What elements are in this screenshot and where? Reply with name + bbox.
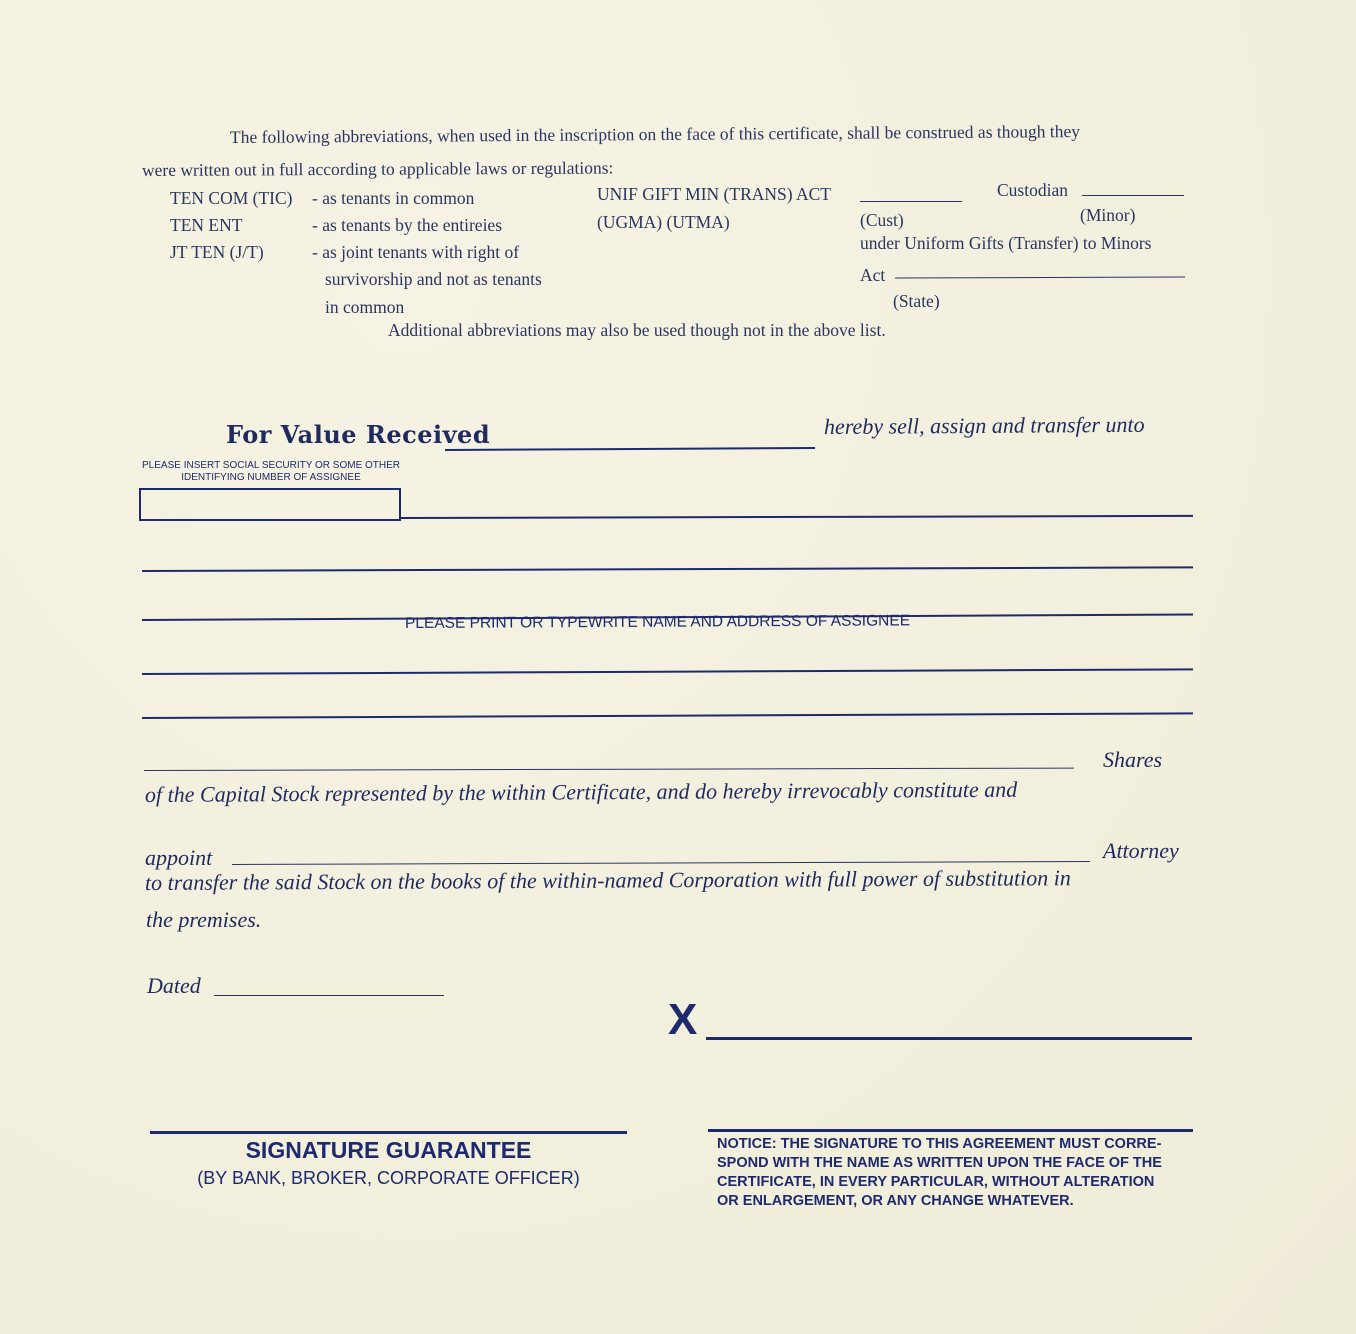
capital-stock-text: of the Capital Stock represented by the within Certificate, and do hereby irrevocably constitute and [144, 776, 1018, 807]
hereby-text: hereby sell, assign and transfer unto [823, 411, 1145, 439]
signature-guarantee-sub: (BY BANK, BROKER, CORPORATE OFFICER) [197, 1168, 580, 1188]
dated-line[interactable] [214, 995, 444, 996]
attorney-label: Attorney [1103, 838, 1179, 863]
assignee-line-2[interactable] [142, 566, 1193, 572]
assignee-line-5[interactable] [142, 712, 1193, 719]
notice-line-1: NOTICE: THE SIGNATURE TO THIS AGREEMENT MUST CORRE- [717, 1136, 1162, 1152]
ten-ent-desc: - as tenants by the entireies [312, 215, 503, 235]
dated-label: Dated [147, 973, 201, 998]
notice-line-3: CERTIFICATE, IN EVERY PARTICULAR, WITHOUT ALTERATION [717, 1174, 1155, 1190]
shares-line[interactable] [144, 768, 1074, 771]
notice-line-2: SPOND WITH THE NAME AS WRITTEN UPON THE FACE OF THE [717, 1155, 1162, 1171]
ten-com-desc: - as tenants in common [312, 188, 475, 208]
for-value-received: For Value Received [226, 420, 491, 449]
act-label: Act [860, 265, 886, 285]
custodian-label: Custodian [997, 180, 1068, 200]
intro-line-1: The following abbreviations, when used in the inscription on the face of this certificate, shall be construed as though they [229, 121, 1081, 147]
ten-ent-code: TEN ENT [170, 215, 243, 235]
to-transfer-text: to transfer the said Stock on the books of the within-named Corporation with full power of substitution in [144, 865, 1071, 895]
jt-ten-desc-1: - as joint tenants with right of [312, 242, 520, 262]
ssn-instruction [142, 460, 400, 484]
cust-label: (Cust) [860, 210, 904, 230]
jt-ten-desc-2: survivorship and not as tenants [325, 269, 542, 289]
attorney-line[interactable] [232, 861, 1090, 865]
assignee-line-1[interactable] [401, 515, 1193, 519]
notice-line-4: OR ENLARGEMENT, OR ANY CHANGE WHATEVER. [717, 1193, 1074, 1209]
assignee-line-4[interactable] [142, 668, 1193, 675]
notice-rule [708, 1129, 1193, 1132]
signature-line[interactable] [706, 1037, 1192, 1040]
premises-text: the premises. [146, 907, 262, 932]
assignor-line[interactable] [445, 447, 815, 451]
intro-line-2: were written out in full according to applicable laws or regulations: [141, 157, 614, 180]
state-blank-line[interactable] [895, 276, 1185, 278]
jt-ten-code: JT TEN (J/T) [170, 242, 264, 262]
ten-com-code: TEN COM (TIC) [170, 188, 293, 208]
guarantee-line[interactable] [150, 1131, 627, 1134]
minor-blank-line[interactable] [1082, 195, 1184, 196]
ssn-instruction-line-1: PLEASE INSERT SOCIAL SECURITY OR SOME OTHER [142, 460, 401, 471]
under-uniform-label: under Uniform Gifts (Transfer) to Minors [860, 233, 1152, 253]
cust-blank-line[interactable] [860, 201, 962, 202]
ssn-instruction-line-2: IDENTIFYING NUMBER OF ASSIGNEE [181, 472, 361, 483]
ssn-input-box[interactable] [139, 488, 401, 521]
ugma-label: (UGMA) (UTMA) [597, 212, 730, 232]
additional-note: Additional abbreviations may also be used though not in the above list. [388, 320, 886, 340]
signature-x-mark: X [668, 995, 698, 1044]
shares-label: Shares [1103, 747, 1163, 772]
appoint-label: appoint [145, 845, 213, 870]
signature-guarantee-title: SIGNATURE GUARANTEE [245, 1137, 532, 1163]
unif-gift-label: UNIF GIFT MIN (TRANS) ACT [597, 184, 831, 204]
notice-block [717, 1135, 1162, 1211]
state-label: (State) [893, 291, 940, 311]
assignee-instruction: PLEASE PRINT OR TYPEWRITE NAME AND ADDRESS OF ASSIGNEE [404, 612, 911, 632]
jt-ten-desc-3: in common [325, 297, 405, 317]
minor-label: (Minor) [1080, 205, 1136, 225]
